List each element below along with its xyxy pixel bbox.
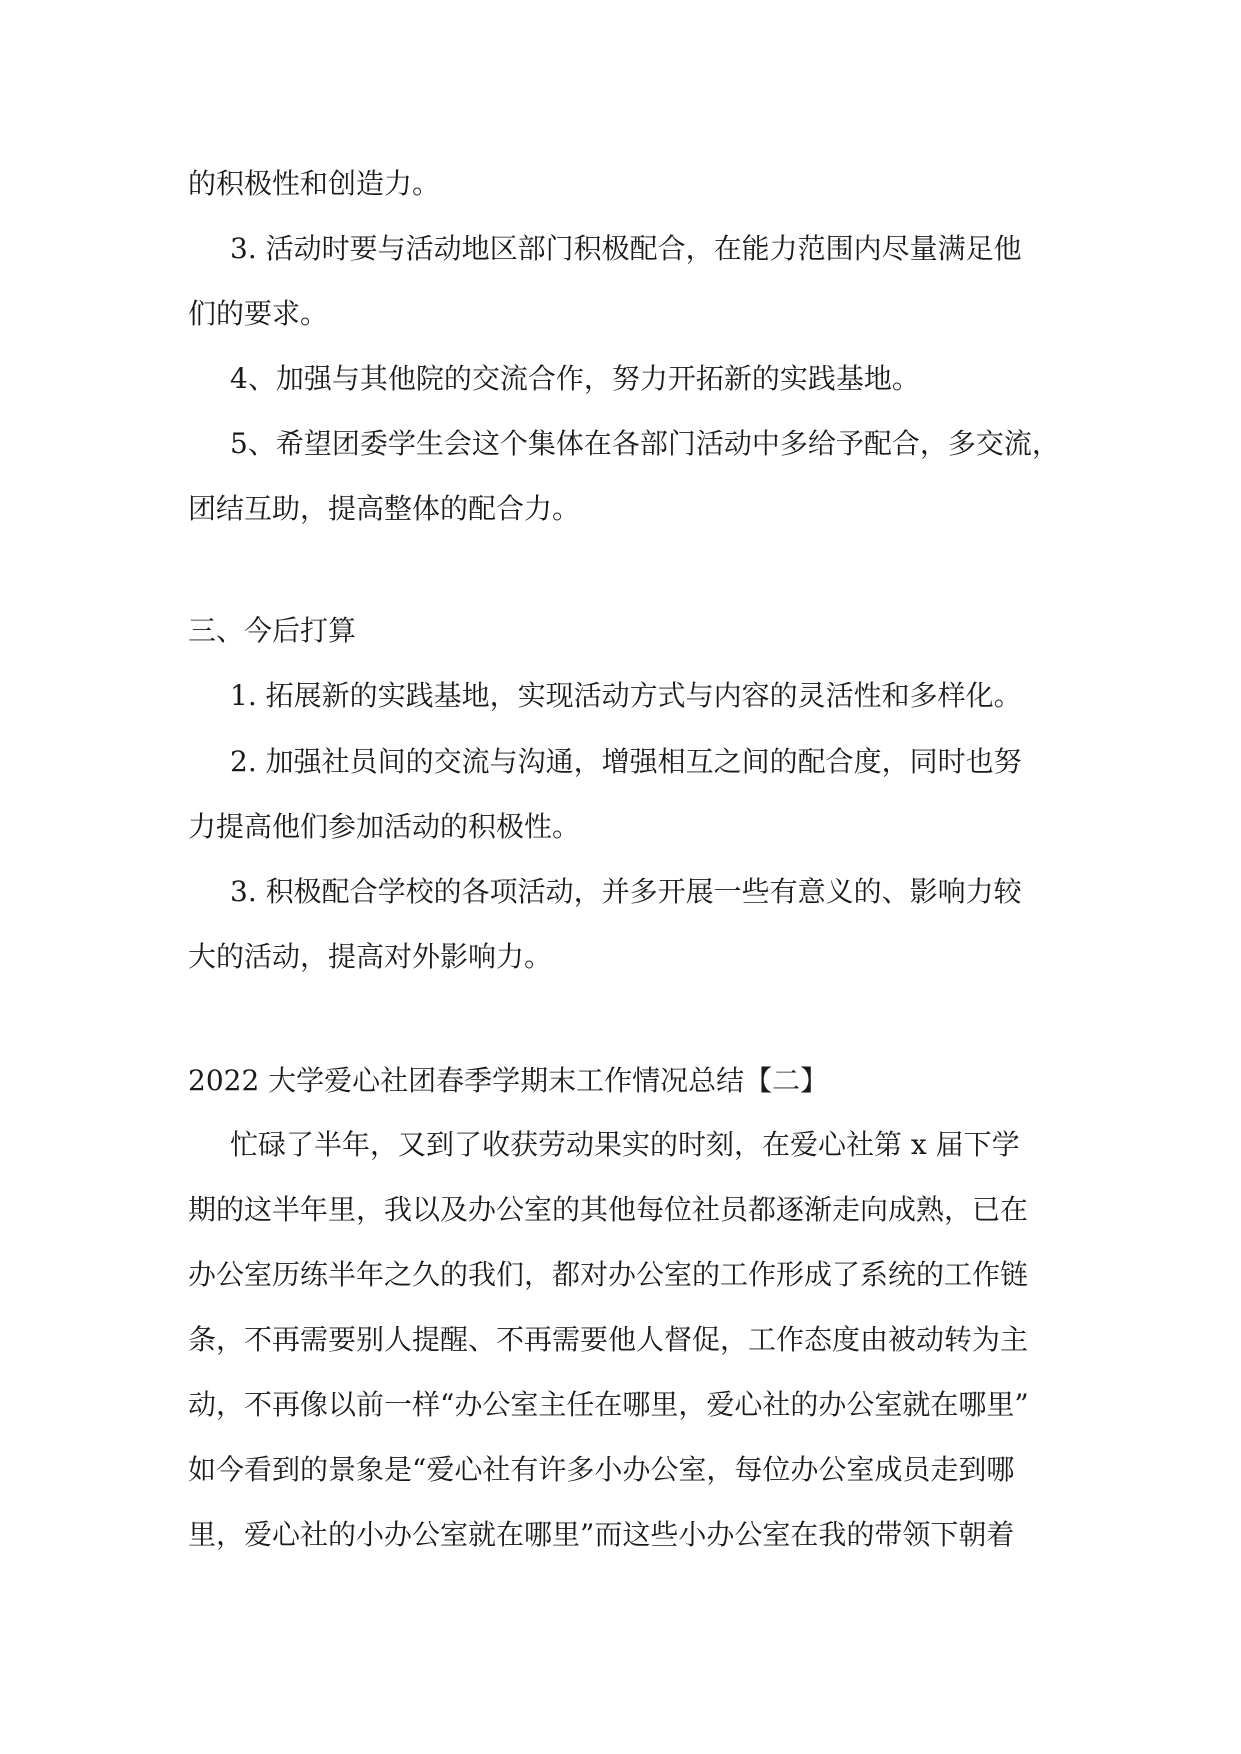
paragraph-line: 里，爱心社的小办公室就在哪里”而这些小办公室在我的带领下朝着 — [188, 1518, 1015, 1551]
list-item: 3. 活动时要与活动地区部门积极配合，在能力范围内尽量满足他 — [230, 232, 1022, 265]
section-heading: 三、今后打算 — [188, 614, 357, 647]
text-line: 们的要求。 — [188, 297, 329, 330]
paragraph-line: 动，不再像以前一样“办公室主任在哪里，爱心社的办公室就在哪里” — [188, 1388, 1029, 1421]
text-line: 团结互助，提高整体的配合力。 — [188, 492, 581, 525]
paragraph-line: 忙碌了半年，又到了收获劳动果实的时刻，在爱心社第 x 届下学 — [230, 1128, 1020, 1161]
list-item: 3. 积极配合学校的各项活动，并多开展一些有意义的、影响力较 — [230, 875, 1022, 908]
text-line: 的积极性和创造力。 — [188, 167, 441, 200]
list-item: 1. 拓展新的实践基地，实现活动方式与内容的灵活性和多样化。 — [230, 679, 1022, 712]
paragraph-line: 期的这半年里，我以及办公室的其他每位社员都逐渐走向成熟，已在 — [188, 1193, 1029, 1226]
list-item: 4、加强与其他院的交流合作，努力开拓新的实践基地。 — [230, 362, 920, 395]
document-title: 2022 大学爱心社团春季学期末工作情况总结【二】 — [188, 1064, 829, 1097]
list-item: 5、希望团委学生会这个集体在各部门活动中多给予配合，多交流， — [230, 427, 1060, 460]
text-line: 力提高他们参加活动的积极性。 — [188, 810, 581, 843]
text-line: 大的活动，提高对外影响力。 — [188, 940, 553, 973]
list-item: 2. 加强社员间的交流与沟通，增强相互之间的配合度，同时也努 — [230, 745, 1022, 778]
paragraph-line: 办公室历练半年之久的我们，都对办公室的工作形成了系统的工作链 — [188, 1258, 1029, 1291]
paragraph-line: 如今看到的景象是“爱心社有许多小办公室，每位办公室成员走到哪 — [188, 1453, 1015, 1486]
paragraph-line: 条，不再需要别人提醒、不再需要他人督促，工作态度由被动转为主 — [188, 1323, 1029, 1356]
